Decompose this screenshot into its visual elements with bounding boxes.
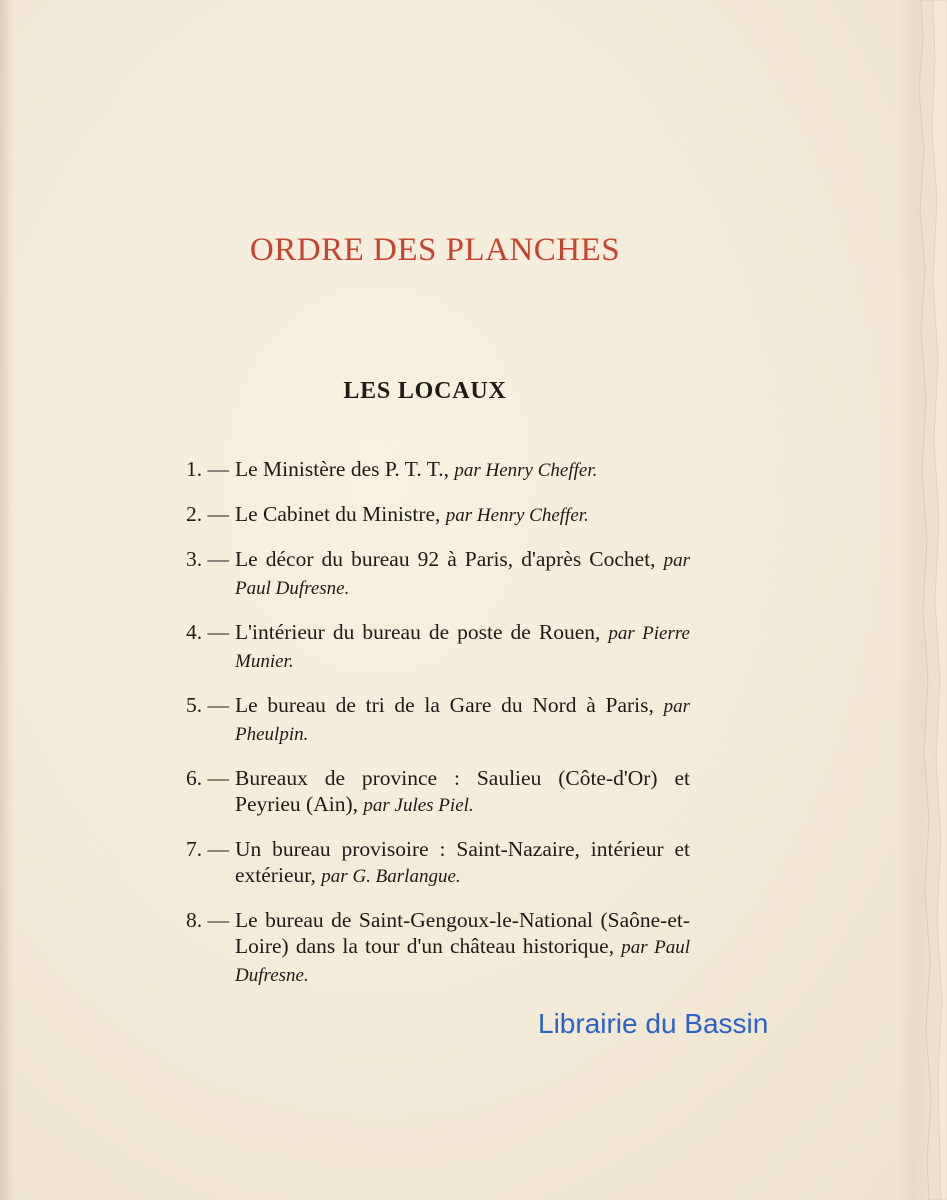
plate-artist: par Paul Dufresne. [235, 937, 690, 986]
plate-item [186, 836, 690, 890]
plate-description [235, 836, 690, 890]
plate-number: 6. — [186, 766, 229, 790]
plate-title: Un bureau provisoire : Saint-Nazaire, intérieur et extérieur, [235, 837, 690, 887]
deckled-paper-edge [907, 0, 947, 1200]
plate-item [186, 546, 690, 602]
plate-title: L'intérieur du bureau de poste de Rouen, [235, 620, 609, 644]
plate-description [235, 765, 690, 819]
plate-artist: par Henry Cheffer. [445, 505, 589, 526]
plate-artist: par G. Barlangue. [321, 866, 461, 887]
plates-list [186, 456, 690, 1006]
plate-number: 2. — [186, 502, 229, 526]
plate-number: 4. — [186, 620, 229, 644]
plate-item [186, 907, 690, 989]
plate-artist: par Henry Cheffer. [454, 460, 598, 481]
plate-number: 3. — [186, 547, 229, 571]
page-title: ORDRE DES PLANCHES [249, 232, 621, 268]
plate-description [235, 619, 690, 675]
plate-title: Le décor du bureau 92 à Paris, d'après Cochet, [235, 547, 664, 571]
plate-description [235, 546, 690, 602]
plate-description [235, 501, 690, 529]
plate-item [186, 619, 690, 675]
plate-title: Le Ministère des P. T. T., [235, 457, 455, 481]
plate-title: Le Cabinet du Ministre, [235, 502, 446, 526]
plate-number: 1. — [186, 457, 229, 481]
plate-artist: par Pierre Munier. [235, 623, 690, 672]
plate-item [186, 765, 690, 819]
plate-description [235, 907, 690, 989]
plate-artist: par Pheulpin. [235, 696, 690, 745]
plate-artist: par Jules Piel. [363, 795, 474, 816]
plate-description [235, 692, 690, 748]
plate-title: Bureaux de province : Saulieu (Côte-d'Or) et Peyrieu (Ain), [235, 766, 690, 816]
plate-number: 7. — [186, 837, 229, 861]
plate-title: Le bureau de Saint-Gengoux-le-National (Saône-et-Loire) dans la tour d'un château historique, [235, 908, 690, 958]
plate-item [186, 692, 690, 748]
section-heading: LES LOCAUX [343, 378, 507, 404]
plate-number: 5. — [186, 693, 229, 717]
bookseller-watermark: Librairie du Bassin [538, 1008, 769, 1039]
plate-artist: par Paul Dufresne. [235, 550, 690, 599]
plate-item [186, 501, 690, 529]
plate-description [235, 456, 690, 484]
gutter-shadow [0, 0, 14, 1200]
plate-title: Le bureau de tri de la Gare du Nord à Paris, [235, 693, 664, 717]
plate-item [186, 456, 690, 484]
plate-number: 8. — [186, 908, 229, 932]
